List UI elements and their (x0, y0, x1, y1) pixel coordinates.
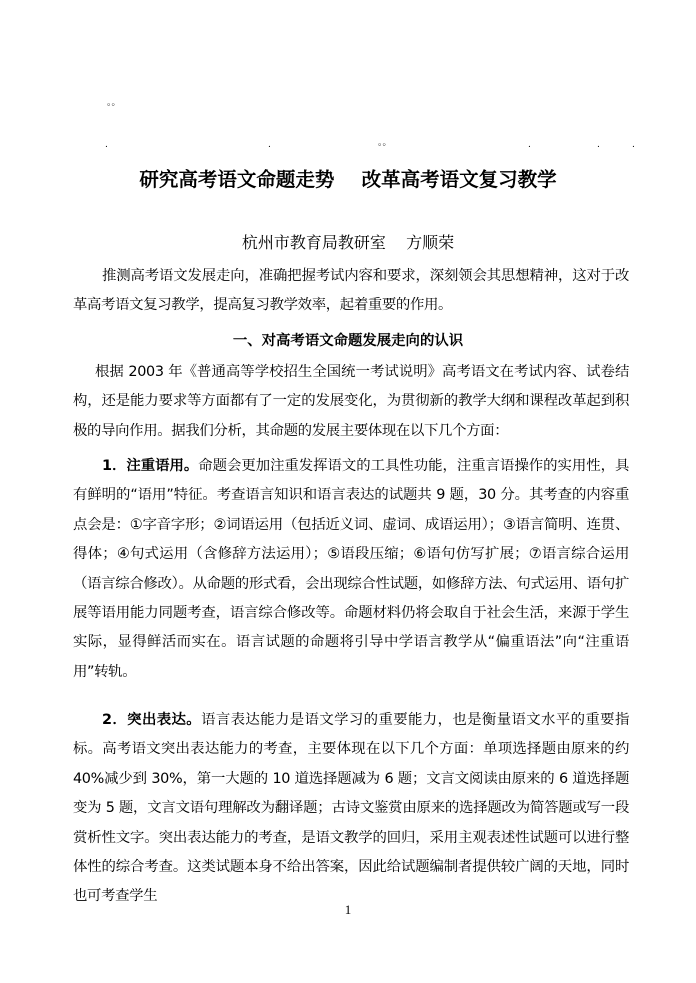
header-mark: . (105, 140, 108, 150)
intro-paragraph: 推测高考语文发展走向，准确把握考试内容和要求，深刻领会其思想精神，这对于改革高考语文复习教学，提高复习教学效率，起着重要的作用。 (73, 268, 629, 314)
page-number: 1 (344, 902, 352, 917)
header-mark: 。。 (107, 98, 121, 108)
document-title: 研究高考语文命题走势 改革高考语文复习教学 (139, 168, 557, 191)
header-mark: . (597, 140, 600, 150)
section-intro-paragraph: 根据 2003 年《普通高等学校招生全国统一考试说明》高考语文在考试内容、试卷结构，还是能力要求等方面都有了一定的发展变化，为贯彻新的教学大纲和课程改革起到积极的导向作用。据我们分析，其命题的发展主要体现在以下几个方面： (73, 364, 629, 439)
point-2-paragraph (73, 706, 629, 912)
point-2-label: 2．突出表达。 (102, 712, 202, 728)
point-1-paragraph (73, 452, 629, 687)
author-line: 杭州市教育局教研室 方顺荣 (241, 233, 455, 252)
section-heading: 一、对高考语文命题发展走向的认识 (232, 333, 464, 349)
header-mark: . (528, 140, 531, 150)
point-1-text: 命题会更加注重发挥语文的工具性功能，注重言语操作的实用性，具有鲜明的“语用”特征。考查语言知识和语言表达的试题共 9 题，30 分。其考查的内容重点会是：①字音字形；②词语运用（包括近义词、虚词、成语运用）；③语言简明、连贯、得体；④句式运用（含修辞方法运用）；⑤语段压缩；⑥语句仿写扩展；⑦语言综合运用（语言综合修改）。从命题的形式看，会出现综合性试题，如修辞方法、句式运用、语句扩展等语用能力同题考查，语言综合修改等。命题材料仍将会取自于社会生活，来源于学生实际，显得鲜活而实在。语言试题的命题将引导中学语言教学从“偏重语法”向“注重语用”转轨。 (73, 458, 629, 680)
header-mark: . (632, 140, 635, 150)
header-mark: 。。 (378, 138, 392, 148)
header-mark: . (268, 140, 271, 150)
point-1-label: 1．注重语用。 (102, 458, 199, 474)
point-2-text: 语言表达能力是语文学习的重要能力，也是衡量语文水平的重要指标。高考语文突出表达能力的考查，主要体现在以下几个方面：单项选择题由原来的约 40%减少到 30%，第一大题的 10 道选择题减为 6 题；文言文阅读由原来的 6 道选择题变为 5 题，文言文语句理解改为翻译题；古诗文鉴赏由原来的选择题改为简答题或写一段赏析性文字。突出表达能力的考查，是语文教学的回归，采用主观表述性试题可以进行整体性的综合考查。这类试题本身不给出答案，因此给试题编制者提供较广阔的天地，同时也可考查学生 (73, 712, 629, 905)
